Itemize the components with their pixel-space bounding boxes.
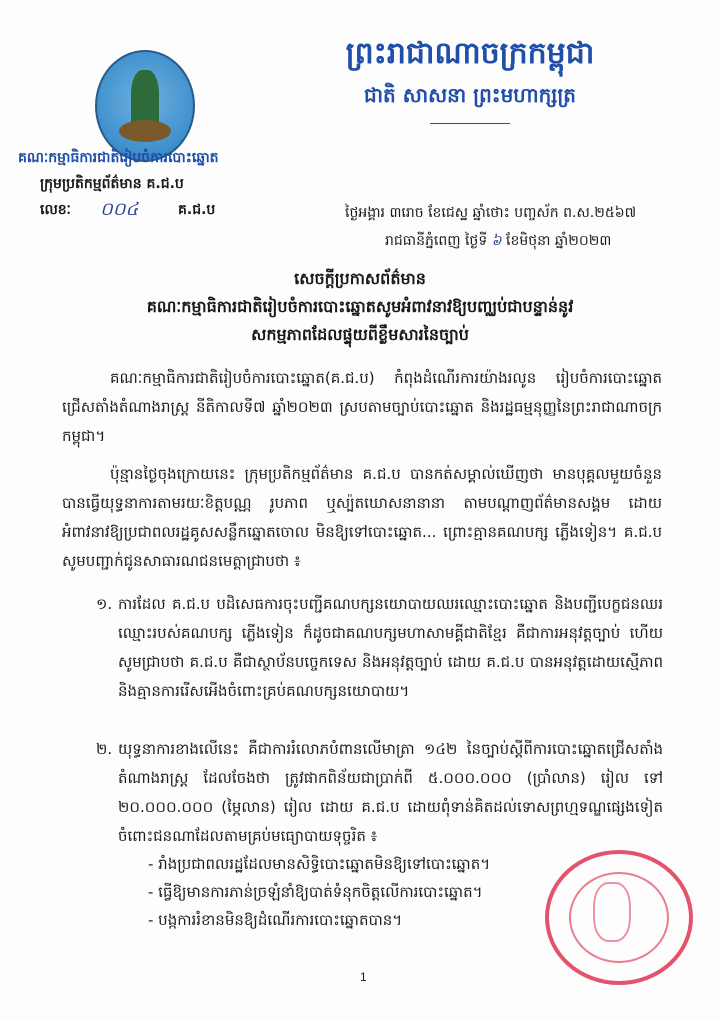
paragraph-2: ប៉ុន្មានថ្ងៃចុងក្រោយនេះ ក្រុមប្រតិកម្មព័ត៌មាន គ.ជ.ប បានកត់សម្គាល់ឃើញថា មានបុគ្គលមួយចំនួនបានធ្វើយុទ្ធនាការតាមរយៈខិត្តបណ្ណ រូបភាព ឬស្ប៉តឃោសនានានា តាមបណ្តាញព័ត៌មានសង្គម ដោយអំពាវនាវឱ្យប្រជាពលរដ្ឋគូសសន្លឹកឆ្នោតចោល មិនឱ្យទៅបោះឆ្នោត... ព្រោះគ្មានគណបក្ស ភ្លើងទៀន។ គ.ជ.ប សូមបញ្ជាក់ជូនសាធារណជនមេត្តាជ្រាបថា ៖ xyxy=(62,465,662,570)
month-year: ខែមិថុនា ឆ្នាំ២០២៣ xyxy=(506,233,612,249)
paragraph-1: គណៈកម្មាធិការជាតិរៀបចំការបោះឆ្នោត(គ.ជ.ប) កំពុងដំណើរការយ៉ាងរលូន រៀបចំការបោះឆ្នោតជ្រើសតាំងតំណាងរាស្ត្រ នីតិកាលទី៧ ឆ្នាំ២០២៣ ស្របតាមច្បាប់បោះឆ្នោត និងរដ្ឋធម្មនុញ្ញនៃព្រះរាជាណាចក្រកម្ពុជា។ xyxy=(62,369,662,445)
nec-logo xyxy=(95,50,195,162)
ornament-divider xyxy=(430,123,510,124)
ref-suffix: គ.ជ.ប xyxy=(178,202,216,218)
doc-title: សេចក្តីប្រកាសព័ត៌មាន xyxy=(294,269,426,288)
bullet-2: - ធ្វើឱ្យមានការភាន់ច្រឡំនាំឱ្យបាត់ទំនុកចិត្តលើការបោះឆ្នោត។ xyxy=(148,883,483,901)
kingdom-heading: ព្រះរាជាណាចក្រកម្ពុជា xyxy=(345,36,595,71)
page-number: 1 xyxy=(360,970,367,984)
list-item-1 xyxy=(96,590,663,706)
item-number: ២. xyxy=(96,740,113,758)
item-text: ការដែល គ.ជ.ប បដិសេធការចុះបញ្ជីគណបក្សនយោបាយឈរឈ្មោះបោះឆ្នោត និងបញ្ជីបេក្ខជនឈរឈ្មោះរបស់គណបក្ស ភ្លើងទៀន ក៏ដូចជាគណបក្សមហាសាមគ្គីជាតិខ្មែរ គឺជាការអនុវត្តច្បាប់ ហើយសូមជ្រាបថា គ.ជ.ប គឺជាស្ថាប័នបច្ចេកទេស និងអនុវត្តច្បាប់ ដោយ គ.ជ.ប បានអនុវត្តដោយស្មើភាព និងគ្មានការរើសអើងចំពោះគ្រប់គណបក្សនយោបាយ។ xyxy=(118,595,663,700)
list-item-2 xyxy=(96,735,663,851)
doc-subtitle-1: គណៈកម្មាធិការជាតិរៀបចំការបោះឆ្នោតសូមអំពាវនាវឱ្យបញ្ឈប់ជាបន្ទាន់នូវ xyxy=(146,297,574,316)
bullet-3: - បង្កការរំខានមិនឱ្យដំណើរការបោះឆ្នោតបាន។ xyxy=(148,911,403,929)
item-text: យុទ្ធនាការខាងលើនេះ គឺជាការរំលោភបំពានលើមាត្រា ១៤២ នៃច្បាប់ស្តីពីការបោះឆ្នោតជ្រើសតាំងតំណាងរាស្ត្រ ដែលចែងថា ត្រូវផាកពិន័យជាប្រាក់ពី ៥.០០០.០០០ (ប្រាំលាន) រៀល ទៅ ២០.០០០.០០០ (ម្ភៃលាន) រៀល ដោយ គ.ជ.ប ដោយពុំទាន់គិតដល់ទោសព្រហ្មទណ្ឌផ្សេងទៀត ចំពោះជនណាដែលតាមគ្រប់មធ្យោបាយទុច្ចរិត ៖ xyxy=(118,740,663,845)
national-motto: ជាតិ សាសនា ព្រះមហាក្សត្រ xyxy=(364,83,576,107)
bullet-1: - រាំងប្រជាពលរដ្ឋដែលមានសិទ្ធិបោះឆ្នោតមិនឱ្យទៅបោះឆ្នោត។ xyxy=(148,855,491,873)
org-name: គណៈកម្មាធិការជាតិរៀបចំការបោះឆ្នោត xyxy=(18,150,219,166)
doc-subtitle-2: សកម្មភាពដែលផ្ទុយពីខ្លឹមសារនៃច្បាប់ xyxy=(251,325,469,344)
place-prefix: រាជធានីភ្នំពេញ ថ្ងៃទី xyxy=(385,233,488,249)
day-handwritten: ៦ xyxy=(491,233,502,249)
ref-number: ០០៤ xyxy=(100,199,139,220)
item-number: ១. xyxy=(96,595,113,613)
lunar-date: ថ្ងៃអង្គារ ៣រោច ខែជេស្ឋ ឆ្នាំថោះ បញ្ចស័ក ព.ស.២៥៦៧ xyxy=(345,205,637,221)
official-stamp xyxy=(545,850,693,985)
solar-date xyxy=(385,231,611,252)
ref-label: លេខៈ xyxy=(40,202,71,218)
org-unit: ក្រុមប្រតិកម្មព័ត៌មាន គ.ជ.ប xyxy=(40,176,184,192)
